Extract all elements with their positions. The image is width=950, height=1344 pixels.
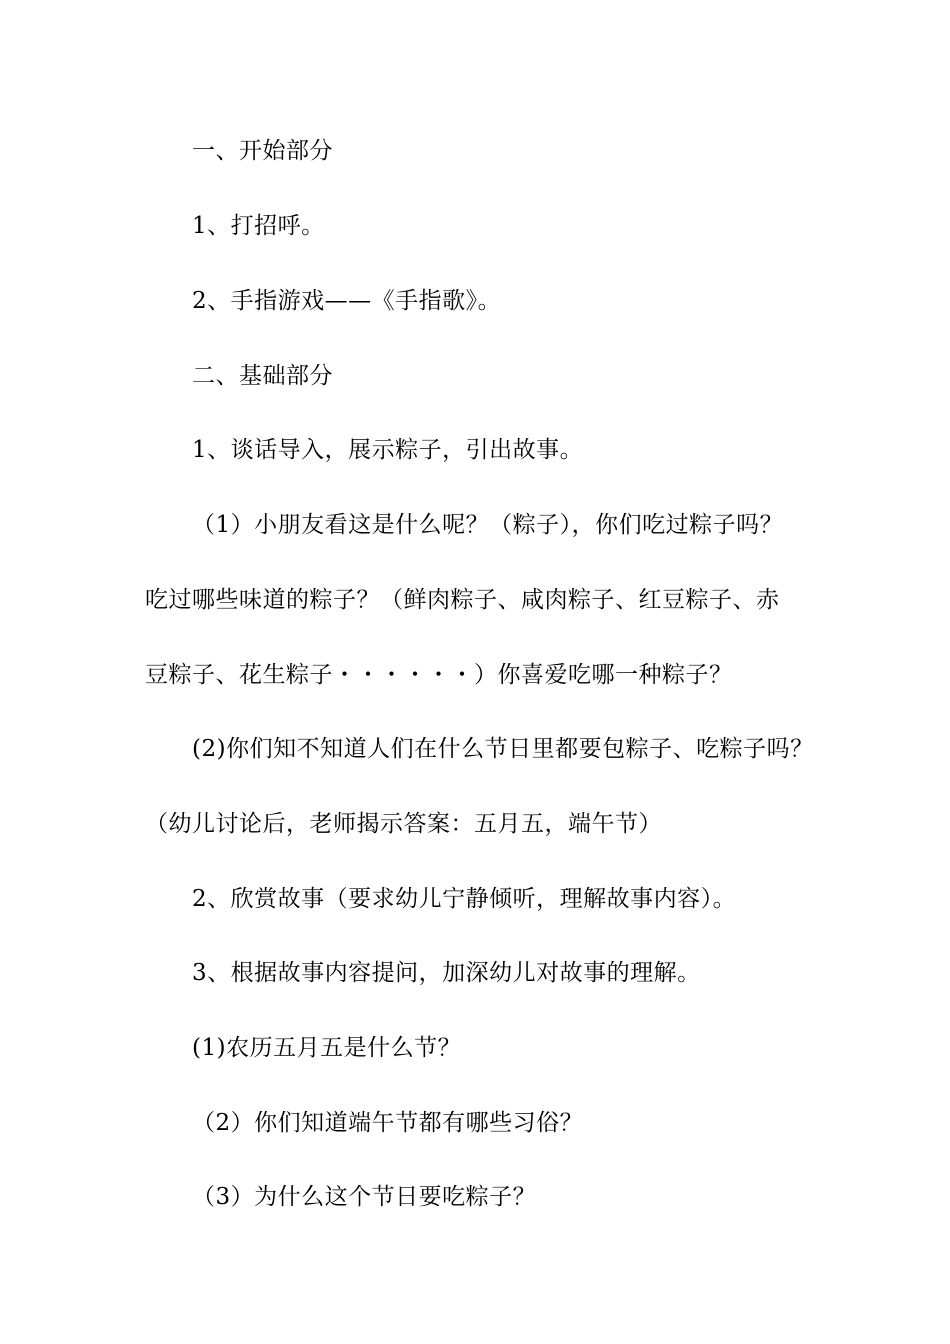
paragraph-line: （1）小朋友看这是什么呢？（粽子），你们吃过粽子吗？	[192, 512, 784, 538]
paragraph-line: （2）你们知道端午节都有哪些习俗？	[192, 1110, 584, 1136]
paragraph-line: （幼儿讨论后，老师揭示答案：五月五，端午节）	[145, 811, 662, 837]
section-heading-basic: 二、基础部分	[192, 363, 333, 389]
paragraph-line: (2)你们知不知道人们在什么节日里都要包粽子、吃粽子吗？	[192, 736, 814, 762]
paragraph-line: (1)农历五月五是什么节？	[192, 1035, 462, 1061]
section-heading-start: 一、开始部分	[192, 138, 333, 164]
paragraph-line: 1、打招呼。	[192, 213, 325, 239]
paragraph-line: 豆粽子、花生粽子・・・・・・）你喜爱吃哪一种粽子？	[145, 662, 733, 688]
paragraph-line: 3、根据故事内容提问，加深幼儿对故事的理解。	[192, 960, 701, 986]
paragraph-line: 2、手指游戏——《手指歌》。	[192, 288, 502, 314]
paragraph-line: 吃过哪些味道的粽子？（鲜肉粽子、咸肉粽子、红豆粽子、赤	[145, 587, 780, 613]
paragraph-line: 1、谈话导入，展示粽子，引出故事。	[192, 437, 584, 463]
paragraph-line: 2、欣赏故事（要求幼儿宁静倾听，理解故事内容）。	[192, 886, 737, 912]
paragraph-line: （3）为什么这个节日要吃粽子？	[192, 1184, 537, 1210]
